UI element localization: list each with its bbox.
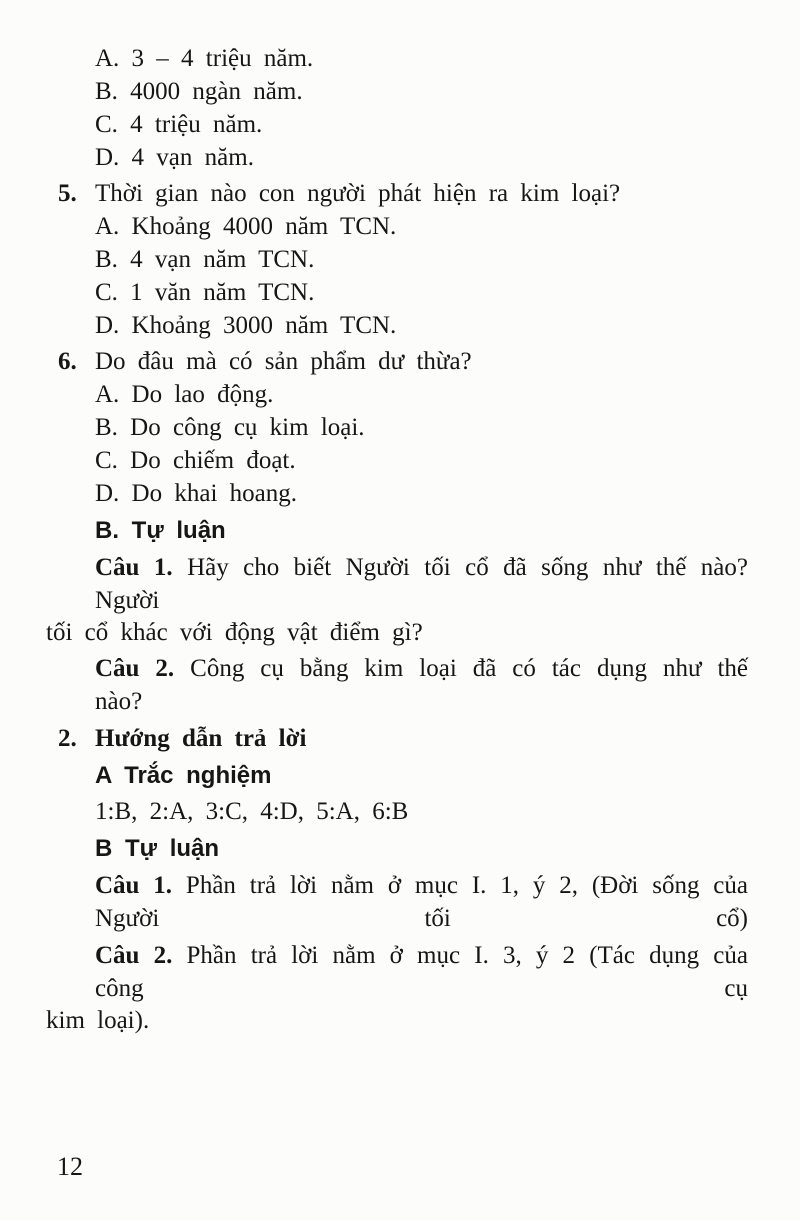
q6-option-b: B. Do công cụ kim loại. (95, 414, 365, 441)
question-6: 6. Do đâu mà có sản phẩm dư thừa? (58, 348, 472, 375)
q5-option-a: A. Khoảng 4000 năm TCN. (95, 213, 397, 240)
q5-option-c: C. 1 văn năm TCN. (95, 279, 315, 306)
essay-q2-line-1: Câu 2. Công cụ bằng kim loại đã có tác dụng như thế nào? (95, 655, 761, 715)
q4-option-d: D. 4 vạn năm. (95, 144, 254, 171)
q4-option-c: C. 4 triệu năm. (95, 111, 263, 138)
q6-option-c: C. Do chiếm đoạt. (95, 447, 296, 474)
page-number: 12 (57, 1152, 83, 1181)
essay-answer-2-line-2: kim loại). (46, 1007, 150, 1034)
essay-answer-1: Câu 1. Phần trả lời nằm ở mục I. 1, ý 2, (Đời sống của Người tối cổ) (95, 872, 761, 932)
q4-option-a: A. 3 – 4 triệu năm. (95, 45, 314, 72)
mcq-answer-key: 1:B, 2:A, 3:C, 4:D, 5:A, 6:B (95, 798, 409, 825)
essay-q1-line-2: tối cổ khác với động vật điểm gì? (46, 619, 423, 646)
q4-option-b: B. 4000 ngàn năm. (95, 78, 303, 105)
q5-option-d: D. Khoảng 3000 năm TCN. (95, 312, 397, 339)
q5-option-b: B. 4 vạn năm TCN. (95, 246, 315, 273)
q6-option-a: A. Do lao động. (95, 381, 274, 408)
heading-essay-answers: B Tự luận (95, 835, 220, 862)
q6-option-d: D. Do khai hoang. (95, 480, 297, 507)
question-5: 5. Thời gian nào con người phát hiện ra kim loại? (58, 180, 621, 207)
essay-q1-line-1: Câu 1. Hãy cho biết Người tối cổ đã sống như thế nào? Người (95, 554, 761, 614)
essay-answer-2-line-1: Câu 2. Phần trả lời nằm ở mục I. 3, ý 2 (Tác dụng của công cụ (95, 942, 761, 1002)
page-content (0, 42, 800, 1036)
heading-mcq-answers: A Trắc nghiệm (95, 762, 272, 789)
heading-essay-section: B. Tự luận (95, 517, 226, 544)
heading-answer-guide: 2. Hướng dẫn trả lời (58, 725, 307, 752)
